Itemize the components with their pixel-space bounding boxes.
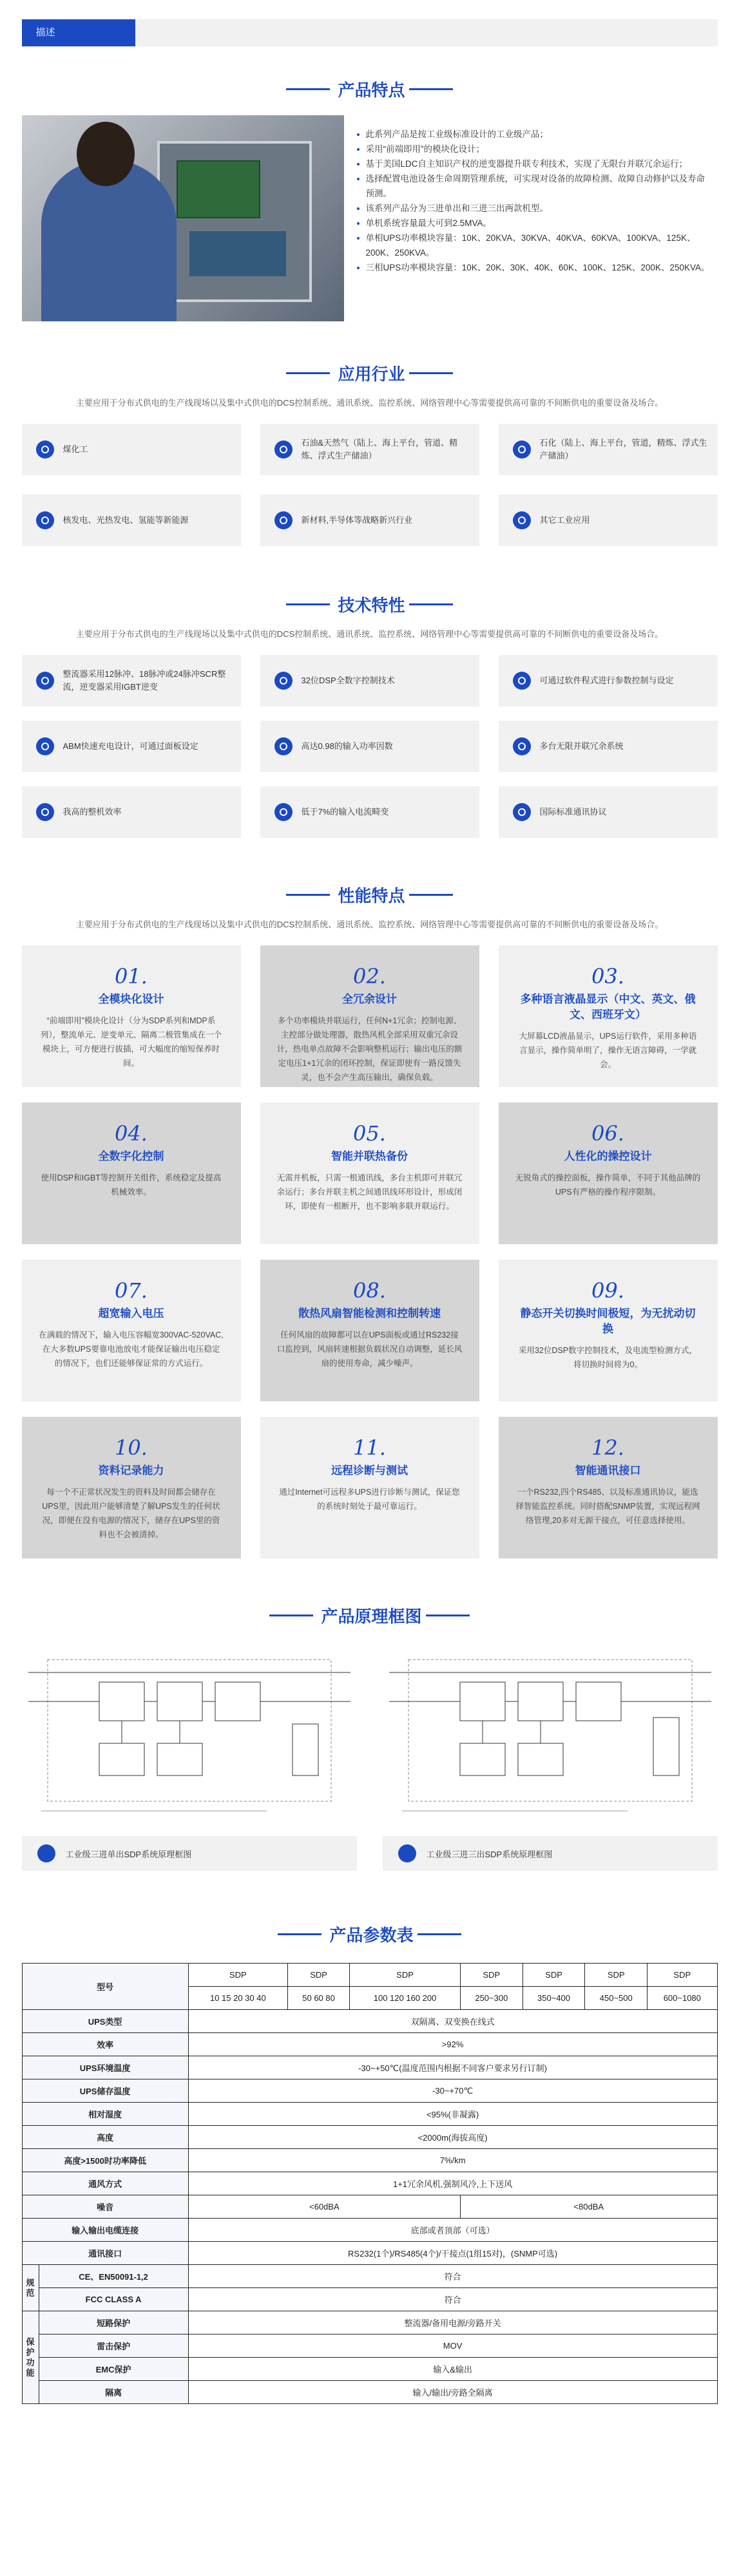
perf-tile xyxy=(260,1260,479,1401)
wave-icon xyxy=(274,803,293,821)
tile-title: 智能并联热备份 xyxy=(331,1150,408,1162)
param-label: UPS储存温度 xyxy=(22,2079,188,2103)
tile-title: 超宽输入电压 xyxy=(98,1307,164,1320)
tile-number: 12. xyxy=(591,1435,624,1460)
diagram-three-output xyxy=(383,1647,718,1871)
factory-icon xyxy=(513,440,531,459)
model-range: 50 60 80 xyxy=(288,1987,350,2010)
param-value: <60dBA xyxy=(188,2195,460,2219)
param-label: 短路保护 xyxy=(39,2311,188,2334)
tile-body: 采用32位DSP数字控制技术，及电流型检测方式，将切换时间将为0。 xyxy=(518,1346,698,1369)
tile-body: 每一个不正常状况发生的资料及时间都会储存在UPS里，因此用户能够清楚了解UPS发生的任何状况，即便在没有电源的情况下，储存在UPS里的资料也不会被清掉。 xyxy=(42,1488,220,1539)
param-label: 高度>1500时功率降低 xyxy=(22,2149,188,2172)
tile-title: 智能通讯接口 xyxy=(575,1464,641,1477)
param-label: UPS环境温度 xyxy=(22,2056,188,2079)
parallel-icon xyxy=(513,737,531,755)
category-standards: 规范 xyxy=(22,2265,39,2311)
param-value: 7%/km xyxy=(188,2149,717,2172)
perf-tile xyxy=(499,945,718,1087)
param-value: 双隔离、双变换在线式 xyxy=(188,2010,717,2033)
tech-title: 技术特性 xyxy=(338,596,405,615)
tile-number: 04. xyxy=(115,1121,148,1146)
product-photo xyxy=(22,115,344,321)
diagram-caption: 工业级三进三出SDP系统原理框图 xyxy=(383,1836,718,1871)
param-value: RS232(1个)/RS485(4个)/干接点(1组15对)，(SNMP可选) xyxy=(188,2242,717,2265)
tile-title: 人性化的操控设计 xyxy=(564,1150,652,1162)
schematic-drawing xyxy=(383,1647,718,1827)
param-value: 1+1冗余风机,强制风冷,上下送风 xyxy=(188,2172,717,2195)
industry-title: 应用行业 xyxy=(338,365,405,384)
model-range: 100 120 160 200 xyxy=(350,1987,461,2010)
settings-icon xyxy=(513,672,531,690)
diagram-icon xyxy=(37,1844,55,1862)
tile-number: 11. xyxy=(353,1435,386,1460)
perf-tile xyxy=(260,1417,479,1558)
perf-desc: 主要应用于分布式供电的生产线现场以及集中式供电的DCS控制系统、通讯系统、监控系统、网络管理中心等需要提供高可靠的不间断供电的重要设备及场合。 xyxy=(75,920,664,929)
diagram-single-output xyxy=(22,1647,357,1871)
tile-title: 散热风扇智能检测和控制转速 xyxy=(298,1307,441,1320)
tile-number: 01. xyxy=(115,964,148,989)
param-value: >92% xyxy=(188,2033,717,2056)
cpu-icon xyxy=(274,672,293,690)
param-label: 隔离 xyxy=(39,2381,188,2404)
industry-card: 煤化工 xyxy=(22,424,241,475)
battery-icon xyxy=(36,737,54,755)
perf-tile xyxy=(22,1417,241,1558)
param-value: -30~+70℃ xyxy=(188,2079,717,2103)
tile-number: 07. xyxy=(115,1278,148,1303)
tile-number: 06. xyxy=(591,1121,624,1146)
tile-title: 全模块化设计 xyxy=(98,993,164,1005)
tech-card: 国际标准通讯协议 xyxy=(499,786,718,838)
globe-icon xyxy=(513,803,531,821)
param-value: <95%(非凝露) xyxy=(188,2103,717,2126)
tab-bar xyxy=(22,19,718,46)
tech-card: 低于7%的输入电流畸变 xyxy=(260,786,479,838)
tech-card: 我高的整机效率 xyxy=(22,786,241,838)
diagram-icon xyxy=(398,1844,416,1862)
flask-icon xyxy=(36,440,54,459)
param-value: 输入/输出/旁路全隔离 xyxy=(188,2381,717,2404)
feature-list xyxy=(344,115,718,321)
tile-title: 静态开关切换时间极短，为无扰动切换 xyxy=(520,1307,696,1335)
param-value: 输入&输出 xyxy=(188,2358,717,2381)
tile-body: 大屏幕LCD液晶显示，UPS运行软件，采用多种语言显示，操作简单明了，操作无语言障碍，一学就会。 xyxy=(519,1032,697,1069)
model-range: 250~300 xyxy=(460,1987,523,2010)
param-label: 输入输出电缆连接 xyxy=(22,2219,188,2242)
tile-body: “前端即用”模块化设计（分为SDP系列和MDP系列），整流单元、逆变单元、隔离二极管集成在一个模块上，可方便进行拔插，可大幅度的缩短保养时间。 xyxy=(40,1016,222,1068)
industry-card: 其它工业应用 xyxy=(499,495,718,546)
tile-number: 10. xyxy=(115,1435,148,1460)
industry-card: 核发电、光热发电、氢能等新能源 xyxy=(22,495,241,546)
tile-title: 全冗余设计 xyxy=(342,993,397,1005)
model-series: SDP xyxy=(648,1964,717,1987)
param-value: -30~+50℃(温度范围内根据不同客户要求另行订制) xyxy=(188,2056,717,2079)
tile-body: 无锐角式的操控面板，操作简单，不同于其他品牌的UPS有严格的操作程序限制。 xyxy=(515,1173,701,1197)
perf-tile xyxy=(260,945,479,1087)
power-icon xyxy=(274,737,293,755)
perf-tile xyxy=(22,945,241,1087)
tile-body: 多个功率模块并联运行，任何N+1冗余；控制电源、主控部分做处理器，散热风机全部采用双重冗余设计，热电单点故障不会影响整机运行；输出电压的额定电压1+1冗余的闭环控制，保证即使有一路反馈失灵，也不会产生高压输出，确保负载。 xyxy=(276,1016,463,1082)
perf-tile xyxy=(22,1103,241,1244)
perf-tile xyxy=(22,1260,241,1401)
feature-item: 此系列产品是按工业级标准设计的工业级产品； xyxy=(357,127,711,142)
model-series: SDP xyxy=(585,1964,648,1987)
diagram-caption: 工业级三进单出SDP系统原理框图 xyxy=(22,1836,357,1871)
param-value: <2000m(海拔高度) xyxy=(188,2126,717,2149)
perf-grid xyxy=(22,945,718,1558)
param-label: CE、EN50091-1,2 xyxy=(39,2265,188,2288)
perf-tile xyxy=(499,1103,718,1244)
diagram-title: 产品原理框图 xyxy=(321,1607,422,1626)
tile-title: 多种语言液晶显示（中文、英文、俄文、西班牙文） xyxy=(520,993,696,1021)
feature-item: 该系列产品分为三进单出和三进三出两款机型。 xyxy=(357,201,711,216)
tech-card: 多台无限并联冗余系统 xyxy=(499,721,718,772)
tile-body: 任何风扇的故障都可以在UPS面板或通过RS232接口监控到，风扇转速根据负载状况自动调整，延长风扇的使用寿命，减少噪声。 xyxy=(276,1331,463,1368)
tech-card: ABM快速充电设计，可通过面板设定 xyxy=(22,721,241,772)
tech-card: 32位DSP全数字控制技术 xyxy=(260,655,479,706)
tab-description[interactable]: 描述 xyxy=(22,19,135,46)
perf-tile xyxy=(499,1260,718,1401)
oil-icon xyxy=(274,440,293,459)
params-heading xyxy=(22,1922,718,1946)
category-protection: 保护功能 xyxy=(22,2311,39,2404)
industry-card: 新材料,半导体等战略新兴行业 xyxy=(260,495,479,546)
tech-desc: 主要应用于分布式供电的生产线现场以及集中式供电的DCS控制系统、通讯系统、监控系统、网络管理中心等需要提供高可靠的不间断供电的重要设备及场合。 xyxy=(75,629,664,639)
param-label: 通风方式 xyxy=(22,2172,188,2195)
tile-body: 通过Internet可远程多UPS进行诊断与测试，保证您的系统时刻处于最可靠运行。 xyxy=(279,1488,460,1511)
tile-body: 一个RS232,四个RS485、以及标准通讯协议，能选择智能监控系统。同时搭配SNMP装置，实现远程网络管理,20多对无源干接点，可任意选择使用。 xyxy=(515,1488,700,1525)
industry-card: 石油&天然气（陆上、海上平台，管道、精炼、浮式生产储油） xyxy=(260,424,479,475)
model-range: 600~1080 xyxy=(648,1987,717,2010)
param-label: 噪音 xyxy=(22,2195,188,2219)
model-series: SDP xyxy=(350,1964,461,1987)
tile-number: 08. xyxy=(353,1278,386,1303)
param-label: 效率 xyxy=(22,2033,188,2056)
params-title: 产品参数表 xyxy=(329,1926,414,1945)
model-series: SDP xyxy=(288,1964,350,1987)
tech-card: 整流器采用12脉冲、18脉冲或24脉冲SCR整流，逆变器采用IGBT逆变 xyxy=(22,655,241,706)
perf-tile xyxy=(260,1103,479,1244)
tech-heading xyxy=(22,592,718,616)
param-value: 整流器/备用电源/旁路开关 xyxy=(188,2311,717,2334)
model-range: 10 15 20 30 40 xyxy=(188,1987,287,2010)
param-value: 底部或者顶部（可选） xyxy=(188,2219,717,2242)
tile-title: 资料记录能力 xyxy=(98,1464,164,1477)
model-range: 450~500 xyxy=(585,1987,648,2010)
params-table xyxy=(22,1963,718,2404)
industry-desc: 主要应用于分布式供电的生产线现场以及集中式供电的DCS控制系统、通讯系统、监控系统、网络管理中心等需要提供高可靠的不间断供电的重要设备及场合。 xyxy=(75,398,664,408)
feature-item: 选择配置电池设备生命周期管理系统，可实现对设备的故障检测、故障自动修护以及寿命预测。 xyxy=(357,171,711,201)
param-label: UPS类型 xyxy=(22,2010,188,2033)
feature-item: 单机系统容量最大可到2.5MVA。 xyxy=(357,216,711,231)
model-series: SDP xyxy=(523,1964,585,1987)
perf-tile xyxy=(499,1417,718,1558)
feature-item: 基于美国LDC自主知识产权的逆变器提升联专利技术，实现了无限台并联冗余运行； xyxy=(357,156,711,171)
industry-card: 石化（陆上、海上平台，管道，精炼、浮式生产储油） xyxy=(499,424,718,475)
tile-number: 05. xyxy=(353,1121,386,1146)
model-series: SDP xyxy=(188,1964,287,1987)
tile-number: 03. xyxy=(591,964,624,989)
features-title: 产品特点 xyxy=(338,80,405,100)
param-label: EMC保护 xyxy=(39,2358,188,2381)
tile-title: 远程诊断与测试 xyxy=(331,1464,408,1477)
industry-heading xyxy=(22,361,718,385)
schematic-drawing xyxy=(22,1647,357,1827)
tech-card: 高达0.98的输入功率因数 xyxy=(260,721,479,772)
chip-icon xyxy=(274,511,293,529)
param-label: 高度 xyxy=(22,2126,188,2149)
model-label: 型号 xyxy=(22,1964,188,2010)
model-series: SDP xyxy=(460,1964,523,1987)
tile-body: 在满载的情况下，输入电压容幅宽300VAC-520VAC,在大多数UPS要靠电池放电才能保证输出电压稳定的情况下，也们还能够保证常的方式运行。 xyxy=(39,1331,224,1368)
tile-number: 02. xyxy=(353,964,386,989)
param-value: 符合 xyxy=(188,2288,717,2311)
perf-heading xyxy=(22,883,718,907)
diagram-heading xyxy=(22,1604,718,1627)
energy-icon xyxy=(36,511,54,529)
param-label: 相对湿度 xyxy=(22,2103,188,2126)
efficiency-icon xyxy=(36,803,54,821)
perf-title: 性能特点 xyxy=(338,886,405,905)
tile-body: 使用DSP和IGBT等控制开关组件，系统稳定及提高机械效率。 xyxy=(41,1173,222,1197)
features-heading xyxy=(22,77,718,101)
tile-body: 无需并机板，只需一根通讯线，多台主机即可并联冗余运行；多台并联主机之间通讯线环形设计，形成闭环，即使有一根断开，也不影响多联并联运行。 xyxy=(276,1173,463,1211)
feature-item: 三相UPS功率模块容量：10K、20K、30K、40K、60K、100K、125K、200K、250KVA。 xyxy=(357,260,711,275)
gear-icon xyxy=(513,511,531,529)
param-value: MOV xyxy=(188,2334,717,2358)
param-label: FCC CLASS A xyxy=(39,2288,188,2311)
model-range: 350~400 xyxy=(523,1987,585,2010)
param-value: <80dBA xyxy=(460,2195,717,2219)
param-value: 符合 xyxy=(188,2265,717,2288)
tile-number: 09. xyxy=(591,1278,624,1303)
tile-title: 全数字化控制 xyxy=(98,1150,164,1162)
rectifier-icon xyxy=(36,672,54,690)
feature-item: 单相UPS功率模块容量：10K、20KVA、30KVA、40KVA、60KVA、100KVA、125K、200K、250KVA。 xyxy=(357,231,711,260)
param-label: 通讯接口 xyxy=(22,2242,188,2265)
feature-item: 采用“前端即用”的模块化设计； xyxy=(357,142,711,156)
param-label: 雷击保护 xyxy=(39,2334,188,2358)
tech-card: 可通过软件程式进行参数控制与设定 xyxy=(499,655,718,706)
